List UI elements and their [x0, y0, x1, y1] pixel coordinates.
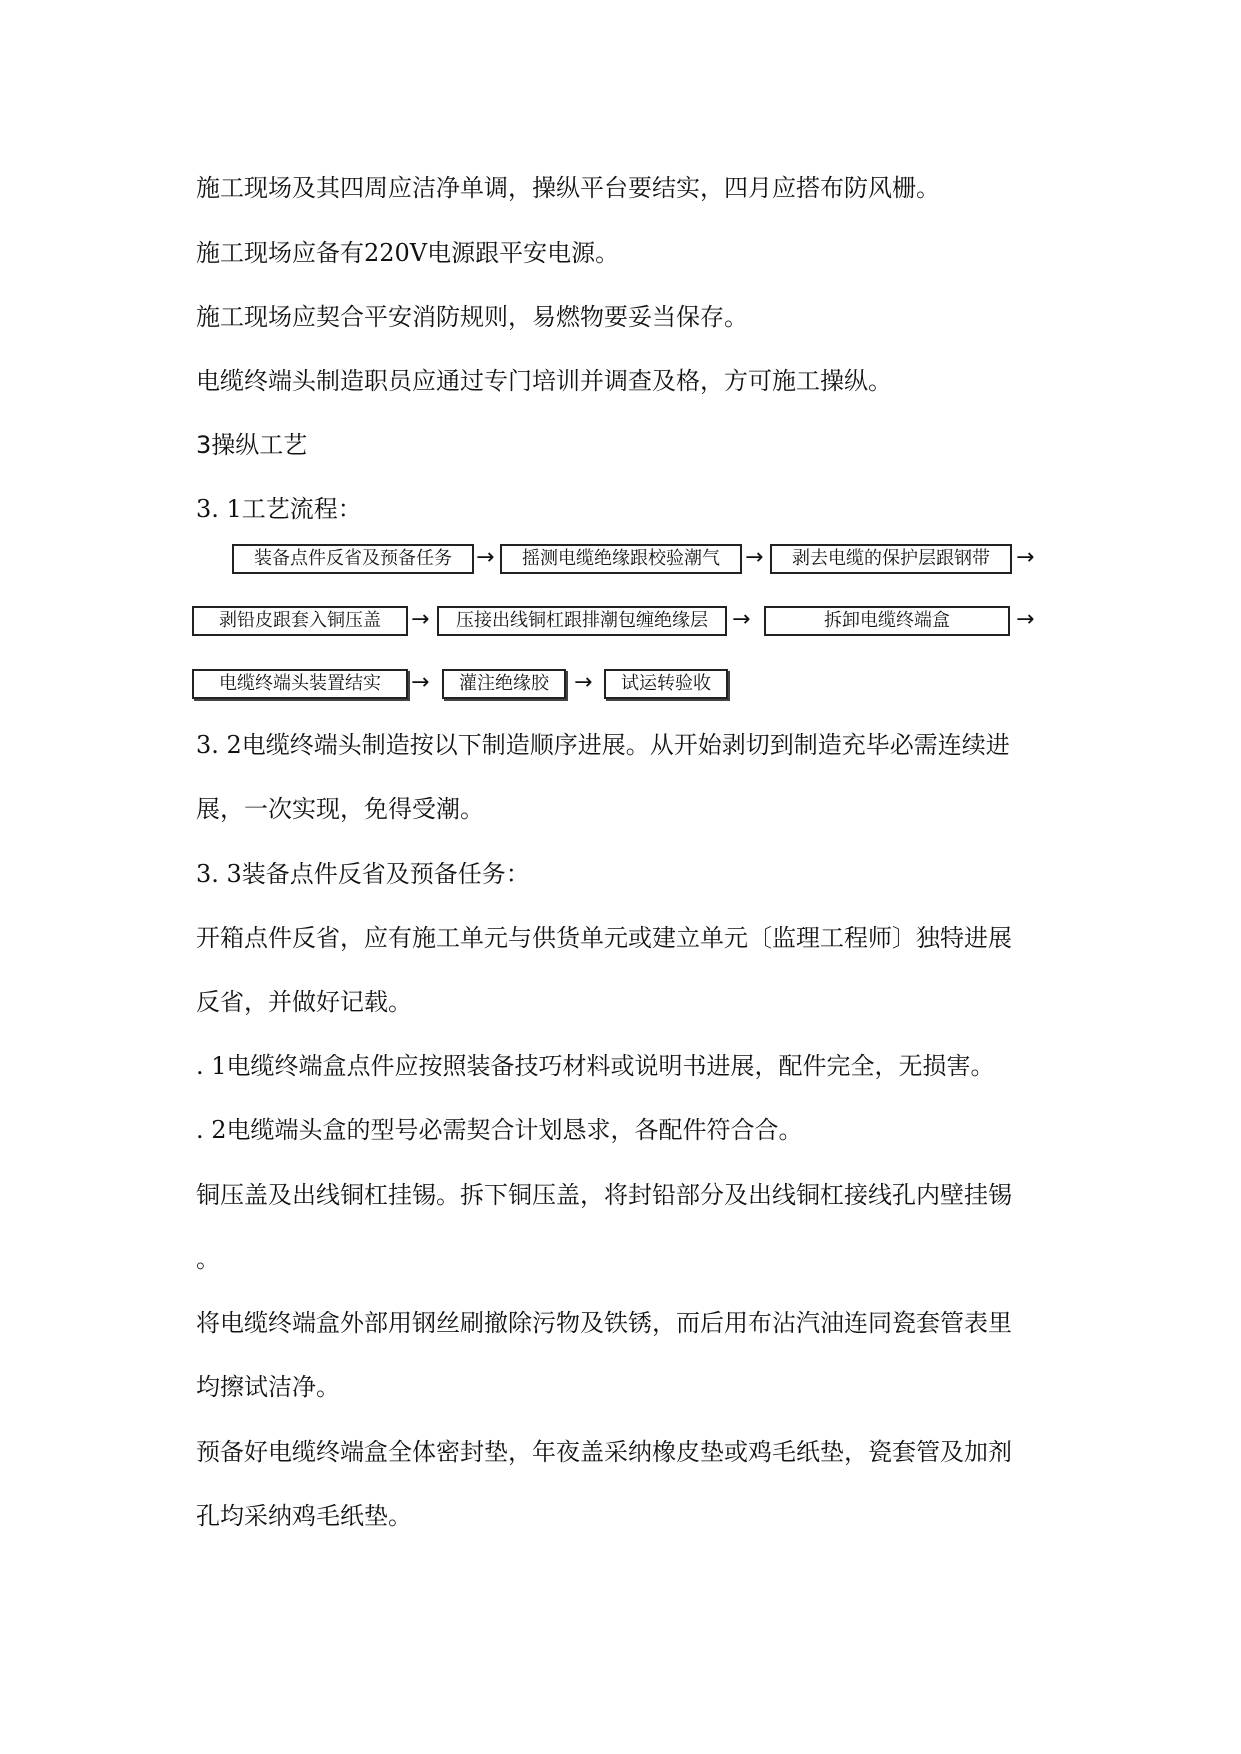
paragraph: 预备好电缆终端盒全体密封垫，年夜盖采纳橡皮垫或鸡毛纸垫，瓷套管及加剂: [196, 1438, 1012, 1466]
flow-step-5: 压接出线铜杠跟排潮包缠绝缘层: [437, 606, 727, 636]
paragraph: 施工现场应契合平安消防规则，易燃物要妥当保存。: [196, 303, 748, 331]
flow-arrow-icon: →: [1016, 545, 1035, 570]
subsection-heading: 3. 1工艺流程：: [196, 495, 362, 523]
subsection-heading: 3. 3装备点件反省及预备任务：: [196, 860, 530, 888]
flow-step-7: 电缆终端头装置结实: [192, 669, 408, 699]
flow-arrow-icon: →: [732, 607, 751, 632]
flow-step-9: 试运转验收: [604, 669, 728, 699]
paragraph: 展，一次实现，免得受潮。: [196, 795, 484, 823]
flow-arrow-icon: →: [574, 670, 593, 695]
flow-arrow-icon: →: [411, 607, 430, 632]
paragraph: 反省，并做好记载。: [196, 988, 412, 1016]
paragraph: 将电缆终端盒外部用钢丝刷撤除污物及铁锈，而后用布沾汽油连同瓷套管表里: [196, 1309, 1012, 1337]
flow-arrow-icon: →: [745, 545, 764, 570]
paragraph: 3. 2电缆终端头制造按以下制造顺序进展。从开始剥切到制造充毕必需连续进: [196, 731, 1010, 759]
flow-step-1: 装备点件反省及预备任务: [232, 544, 474, 574]
paragraph: 孔均采纳鸡毛纸垫。: [196, 1502, 412, 1530]
flow-step-6: 拆卸电缆终端盒: [764, 606, 1010, 636]
flow-arrow-icon: →: [476, 545, 495, 570]
paragraph: 施工现场应备有220V电源跟平安电源。: [196, 239, 620, 267]
flow-arrow-icon: →: [1016, 607, 1035, 632]
paragraph: 施工现场及其四周应洁净单调，操纵平台要结实，四月应搭布防风栅。: [196, 174, 940, 202]
paragraph: 。: [196, 1245, 220, 1273]
flow-arrow-icon: →: [411, 670, 430, 695]
flow-step-2: 摇测电缆绝缘跟校验潮气: [500, 544, 742, 574]
flow-step-4: 剥铅皮跟套入铜压盖: [192, 606, 408, 636]
paragraph: . 2电缆端头盒的型号必需契合计划恳求，各配件符合合。: [196, 1116, 803, 1144]
paragraph: 开箱点件反省，应有施工单元与供货单元或建立单元〔监理工程师〕独特进展: [196, 924, 1012, 952]
flow-step-3: 剥去电缆的保护层跟钢带: [770, 544, 1012, 574]
flow-step-8: 灌注绝缘胶: [442, 669, 566, 699]
section-heading: 3操纵工艺: [196, 431, 308, 459]
paragraph: 铜压盖及出线铜杠挂锡。拆下铜压盖，将封铅部分及出线铜杠接线孔内壁挂锡: [196, 1181, 1012, 1209]
paragraph: . 1电缆终端盒点件应按照装备技巧材料或说明书进展，配件完全，无损害。: [196, 1052, 995, 1080]
paragraph: 均擦试洁净。: [196, 1373, 340, 1401]
paragraph: 电缆终端头制造职员应通过专门培训并调查及格，方可施工操纵。: [196, 367, 892, 395]
